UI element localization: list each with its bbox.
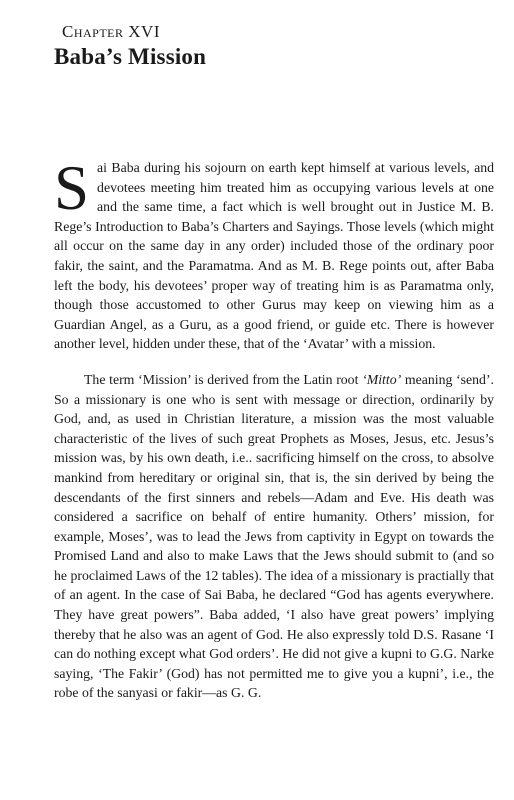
paragraph-2-text: meaning ‘send’. So a missionary is one who is sent with message or direction, ordinarily by God, and, as used in Christian literature, a mission was the most valuable characteristic of the lives of such great Prophets as Moses, Jesus, etc. Jesus’s mission was, by his own death, i.e.. sacrificing himself on the cross, to absolve mankind from hereditary or original sin, that is, the sin derived by being the descendants of the first sinners and rebels—Adam and Eve. His death was considered a sacrifice on behalf of entire humanity. Others’ mission, for example, Moses’, was to lead the Jews from captivity in Egypt on towards the Promised Land and also to make Laws that the Jews should submit to (and so he proclaimed Laws of the 12 tables). The idea of a missionary is practially that of an agent. In the case of Sai Baba, he declared “God has agents everywhere. They have great powers”. Baba added, ‘I also have great powers’ implying thereby that he also was an agent of God. He also expressly told D.S. Rasane ‘I can do nothing except what God orders’. He did not give a kupni to G.G. Narke saying, ‘The Fakir’ (God) has not permitted me to give you a kupni’, i.e., the robe of the sanyasi or fakir—as G. G.: [54, 371, 495, 701]
paragraph-2: [54, 370, 494, 703]
paragraph-1: [54, 153, 494, 354]
paragraph-1-text: ai Baba during his sojourn on earth kept himself at various levels, and devotees meeting him treated him as occupying various levels at one and the same time, a fact which is well brought out in Justice M. B. Rege’s Introduction to Baba’s Charters and Sayings. Those levels (which might all occur on the same day in any order) included those of the ordinary poor fakir, the saint, and the Paramatma. And as M. B. Rege points out, after Baba left the body, his devotees’ proper way of treating him is as Paramatma only, though those accustomed to other Gurus may keep on viewing him as a Guardian Angel, as a Guru, as a good friend, or guide etc. There is however another level, hidden under these, that of the ‘Avatar’ with a mission.: [54, 160, 494, 352]
chapter-label: Chapter XVI: [62, 22, 160, 41]
paragraph-2-lead: The term ‘Mission’ is derived from the Latin root: [84, 371, 363, 387]
chapter-title: Baba’s Mission: [54, 44, 207, 69]
book-page: [54, 0, 494, 800]
latin-term: ‘Mitto’: [362, 371, 402, 387]
chapter-body: [54, 153, 495, 703]
drop-cap: S: [54, 153, 90, 223]
